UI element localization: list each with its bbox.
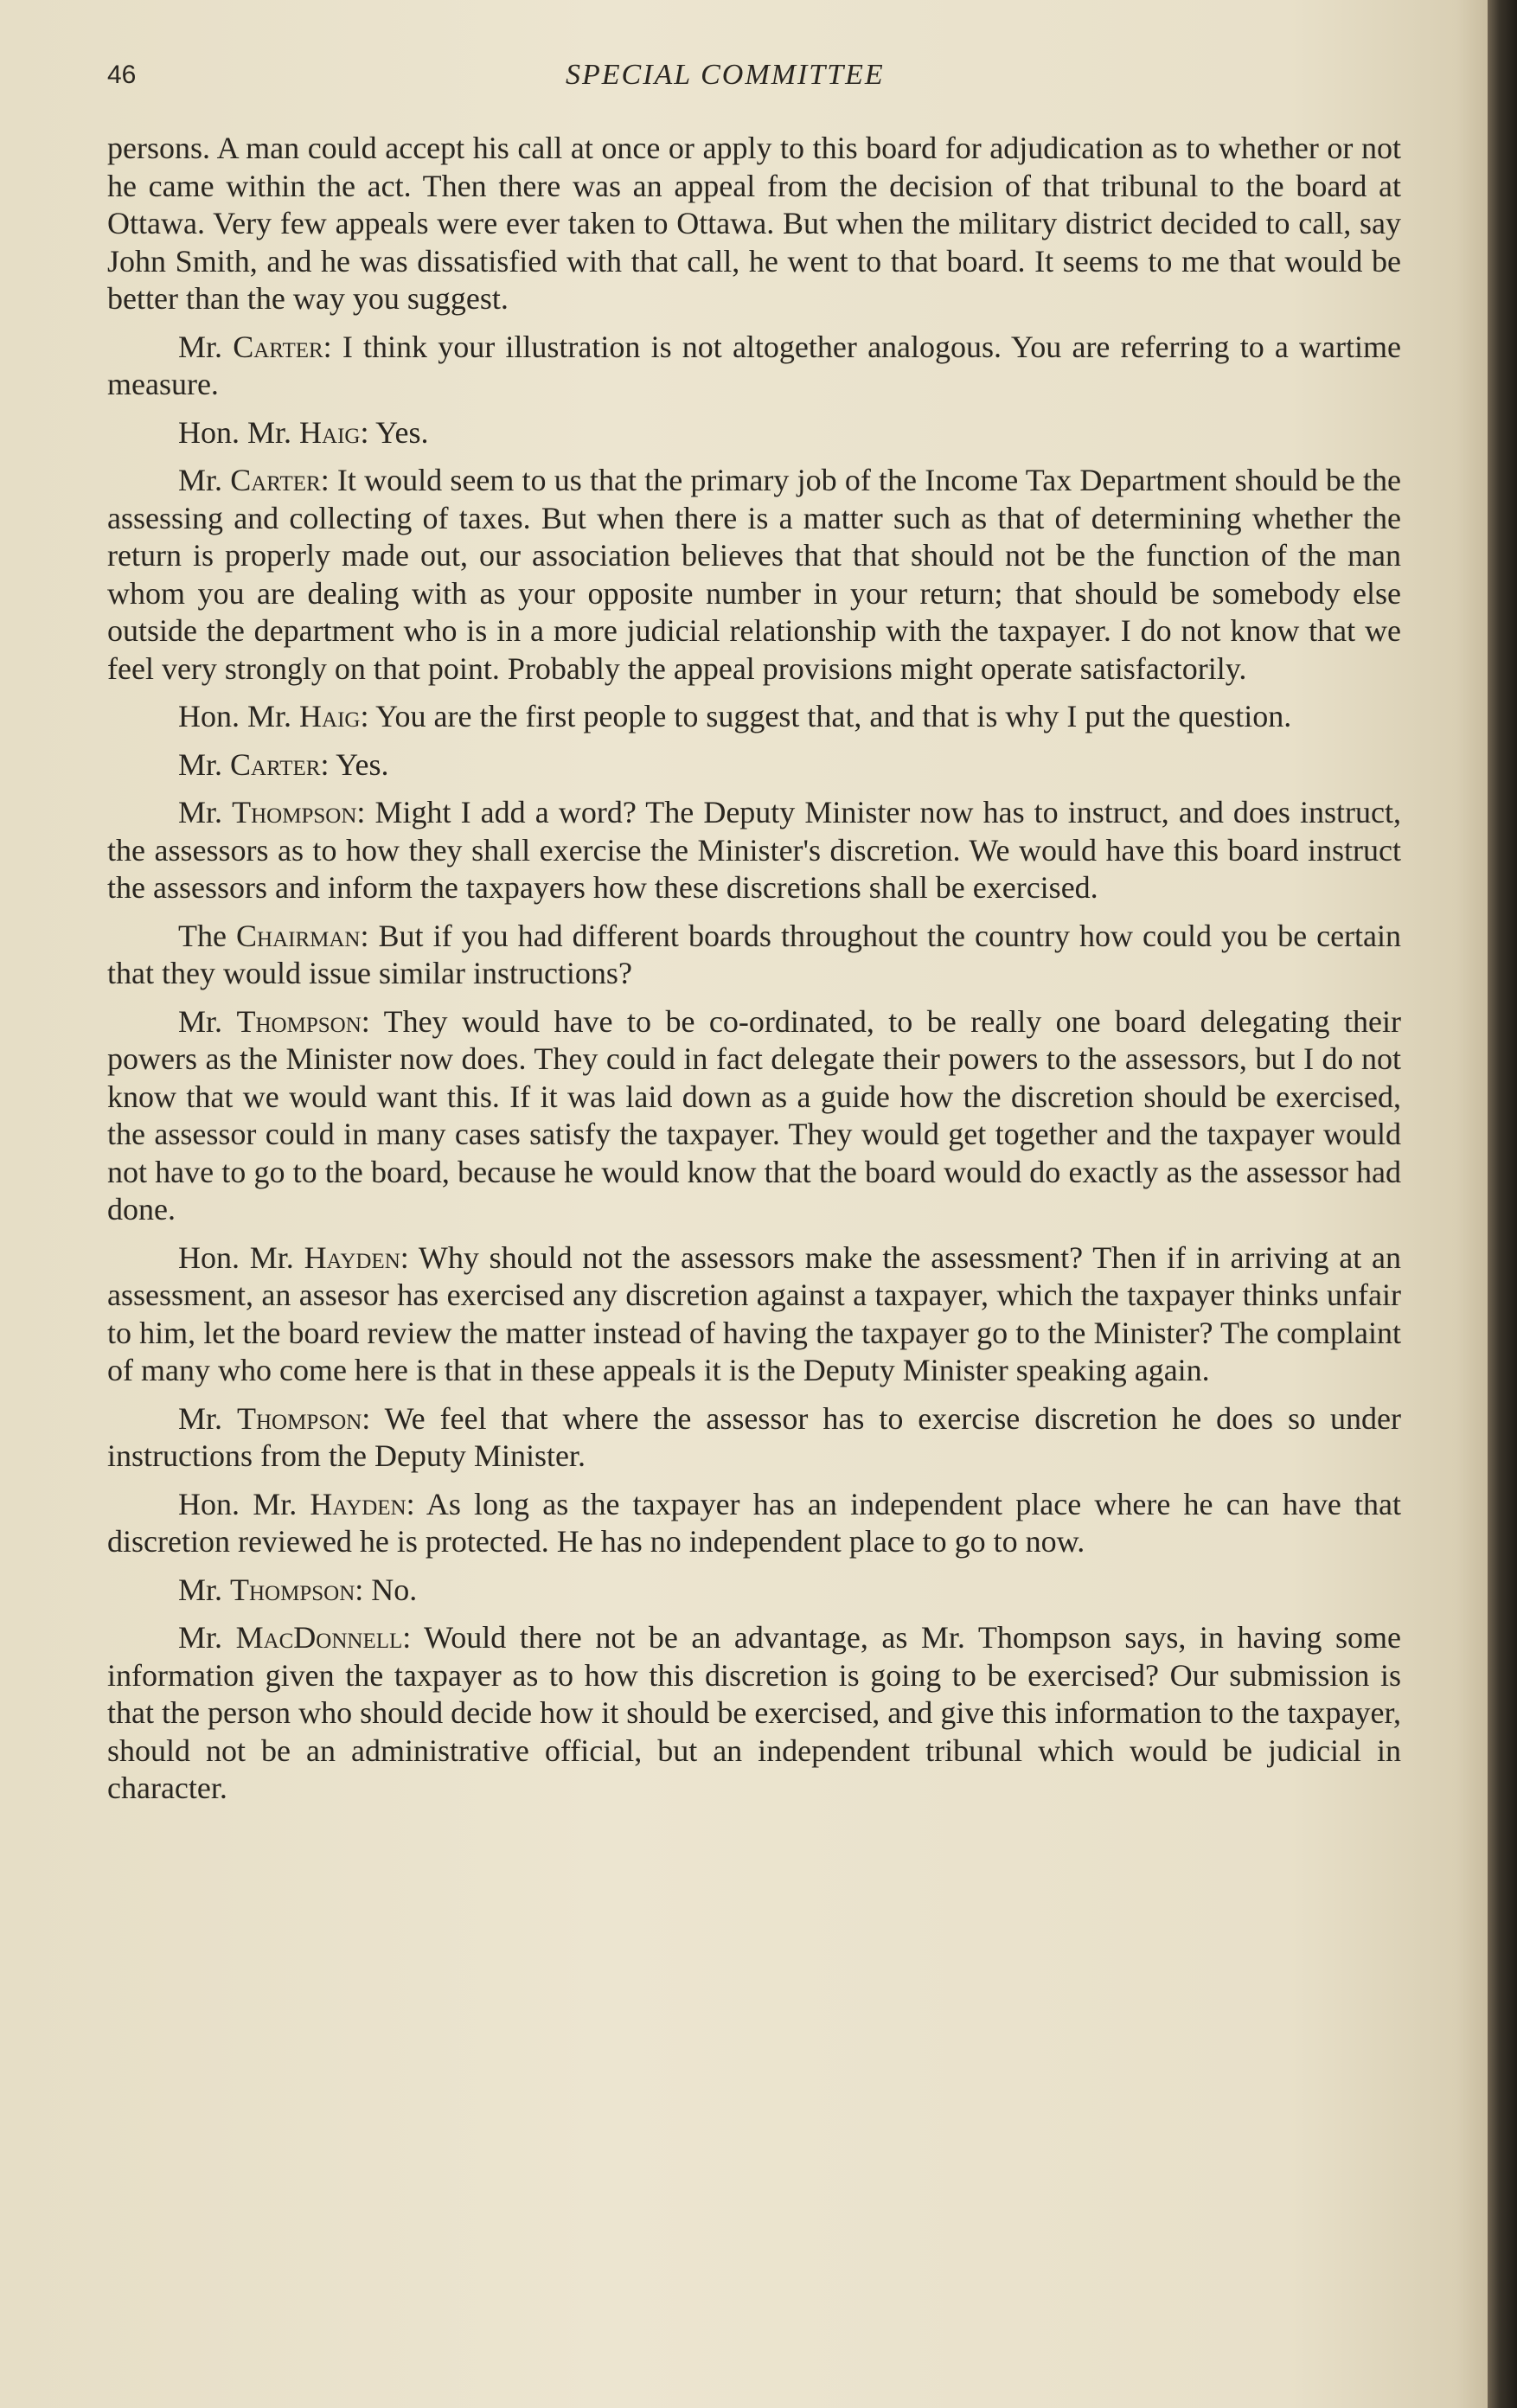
paragraph: Mr. MacDonnell: Would there not be an advantage, as Mr. Thompson says, in having some information given the taxpayer as to how this discretion is going to be exercised? Our submission is that the person who should decide how it should be exercised, and give this information to the taxpayer, should not be an administrative official, but an independent tribunal which would be judicial in character. (107, 1620, 1401, 1805)
paragraph: Mr. Thompson: No. (178, 1572, 418, 1607)
page-header (107, 55, 1405, 97)
paragraph: Mr. Carter: It would seem to us that the primary job of the Income Tax Department should be the assessing and collecting of taxes. But when there is a matter such as that of determining whether the return is properly made out, our association believes that that should not be the function of the man whom you are dealing with as your opposite number in your return; that should be somebody else outside the department who is in a more judicial relationship with the taxpayer. I do not know that we feel very strongly on that point. Probably the appeal provisions might operate satisfactorily. (107, 463, 1401, 686)
paragraph: The Chairman: But if you had different boards throughout the country how could you be certain that they would issue similar instructions? (107, 918, 1402, 990)
paragraph: Mr. Carter: I think your illustration is not altogether analogous. You are referring to a wartime measure. (107, 329, 1401, 401)
speaker-name: Thompson (230, 1572, 355, 1607)
speaker-name: Hayden (310, 1486, 406, 1521)
speaker-name: Chairman (236, 918, 361, 953)
paragraph: Hon. Mr. Haig: You are the first people to suggest that, and that is why I put the question. (178, 699, 1292, 733)
speaker-name: Haig (299, 414, 361, 450)
page-number: 46 (107, 61, 137, 89)
paragraph: Mr. Thompson: They would have to be co-ordinated, to be really one board delegating their powers as the Minister now does. They could in fact delegate their powers to the assessors, but I do not know that we would want this. If it was laid down as a guide how the discretion should be exercised, the assessor could in many cases satisfy the taxpayer. They would get together and the taxpayer would not have to go to the board, because he would know that the board would do exactly as the assessor had done. (107, 1003, 1401, 1226)
speaker-name: Carter (230, 746, 321, 782)
paragraph: Hon. Mr. Hayden: As long as the taxpayer has an independent place where he can have that discretion reviewed he is protected. He has no independent place to go to now. (107, 1486, 1401, 1559)
paragraph: Mr. Carter: Yes. (178, 746, 389, 782)
speaker-name: Carter (230, 463, 321, 497)
speaker-name: Carter (233, 329, 323, 364)
paragraph: persons. A man could accept his call at once or apply to this board for adjudication as to whether or not he came within the act. Then there was an appeal from the decision of that tribunal to the board at Ottawa. Very few appeals were ever taken to Ottawa. But when the military district decided to call, say John Smith, and he was dissatisfied with that call, he went to that board. It seems to me that would be better than the way you suggest. (107, 131, 1401, 316)
paragraph: Hon. Mr. Hayden: Why should not the assessors make the assessment? Then if in arriving at an assessment, an assesor has exercised any discretion against a taxpayer, which the taxpayer thinks unfair to him, let the board review the matter instead of having the taxpayer go to the Minister? The complaint of many who come here is that in these appeals it is the Deputy Minister speaking again. (107, 1239, 1401, 1387)
running-title: SPECIAL COMMITTEE (566, 59, 885, 91)
book-spine-shadow (1488, 0, 1517, 2408)
body-text (107, 130, 1401, 1818)
paragraph: Hon. Mr. Haig: Yes. (178, 414, 429, 450)
speaker-name: MacDonnell (235, 1620, 403, 1655)
speaker-name: Thompson (232, 795, 357, 829)
speaker-name: Hayden (304, 1239, 400, 1275)
paragraph: Mr. Thompson: Might I add a word? The Deputy Minister now has to instruct, and does instruct, the assessors as to how they shall exercise the Minister's discretion. We would have this board instruct the assessors and inform the taxpayers how these discretions shall be exercised. (107, 795, 1402, 905)
paragraph: Mr. Thompson: We feel that where the assessor has to exercise discretion he does so under instructions from the Deputy Minister. (107, 1400, 1402, 1473)
speaker-name: Thompson (237, 1400, 362, 1436)
speaker-name: Thompson (236, 1003, 362, 1039)
speaker-name: Haig (299, 699, 361, 733)
